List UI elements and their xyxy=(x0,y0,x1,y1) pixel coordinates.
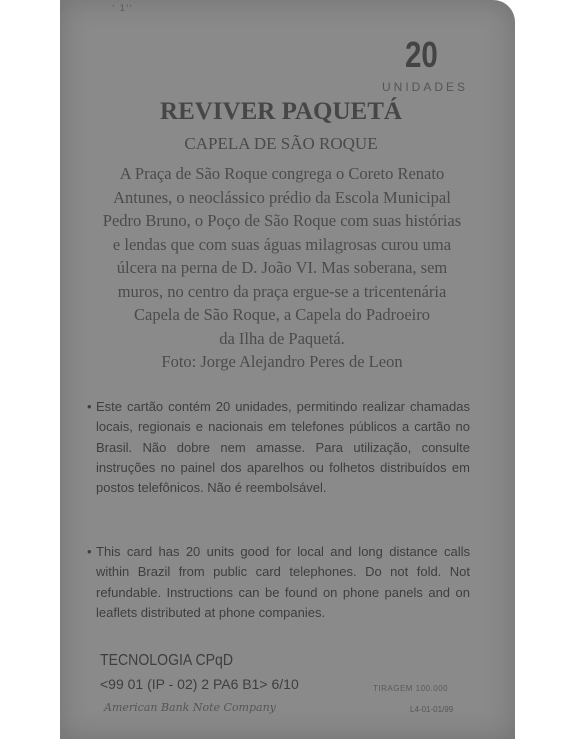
description-line: Pedro Bruno, o Poço de São Roque com suas histórias xyxy=(102,211,462,230)
description-line: e lendas que com suas águas milagrosas curou uma xyxy=(112,234,452,254)
card-subtitle: CAPELA DE SÃO ROQUE xyxy=(184,134,378,153)
usage-note-pt-text: Este cartão contém 20 unidades, permitindo realizar chamadas locais, regionais e nacionais em telefones públicos a cartão no Brasil. Não dobre nem amasse. Para utilização, consulte instruções no painel dos aparelhos ou folhetos distribuídos em postos telefônicos. Não é reembolsável. xyxy=(96,399,470,496)
photo-credit: Foto: Jorge Alejandro Peres de Leon xyxy=(161,352,403,371)
usage-note-portuguese xyxy=(87,397,470,498)
phone-card-back xyxy=(60,0,515,739)
card-title: REVIVER PAQUETÁ xyxy=(160,98,402,125)
bullet-icon: • xyxy=(87,399,92,414)
usage-note-en-text: This card has 20 units good for local and long distance calls within Brazil from public card telephones. Do not fold. Not refundable. Instructions can be found on phone panels and on leaflets distributed at phone companies. xyxy=(96,544,470,620)
technology-label: TECNOLOGIA CPqD xyxy=(100,652,234,669)
description-line: da Ilha de Paquetá. xyxy=(219,328,345,348)
description-line: A Praça de São Roque congrega o Coreto Renato xyxy=(119,164,445,183)
card-code: <99 01 (IP - 02) 2 PA6 B1> 6/10 xyxy=(100,676,299,692)
corner-mark: ' 1'' xyxy=(112,4,134,14)
printer-signature: American Bank Note Company xyxy=(104,701,276,714)
description-line: Antunes, o neoclássico prédio da Escola Municipal xyxy=(113,187,451,207)
bullet-icon: • xyxy=(87,544,92,559)
description-line: úlcera na perna de D. João VI. Mas soberana, sem xyxy=(116,258,448,277)
units-value: 20 xyxy=(405,34,438,75)
units-label: UNIDADES xyxy=(382,80,469,94)
description-line: Capela de São Roque, a Capela do Padroeiro xyxy=(134,305,430,324)
print-run-label: TIRAGEM 100.000 xyxy=(373,684,449,693)
usage-note-english xyxy=(87,542,470,623)
serial-number: L4-01-01/99 xyxy=(410,705,454,714)
description-line: muros, no centro da praça ergue-se a tricentenária xyxy=(117,281,447,301)
description-block xyxy=(62,162,502,374)
